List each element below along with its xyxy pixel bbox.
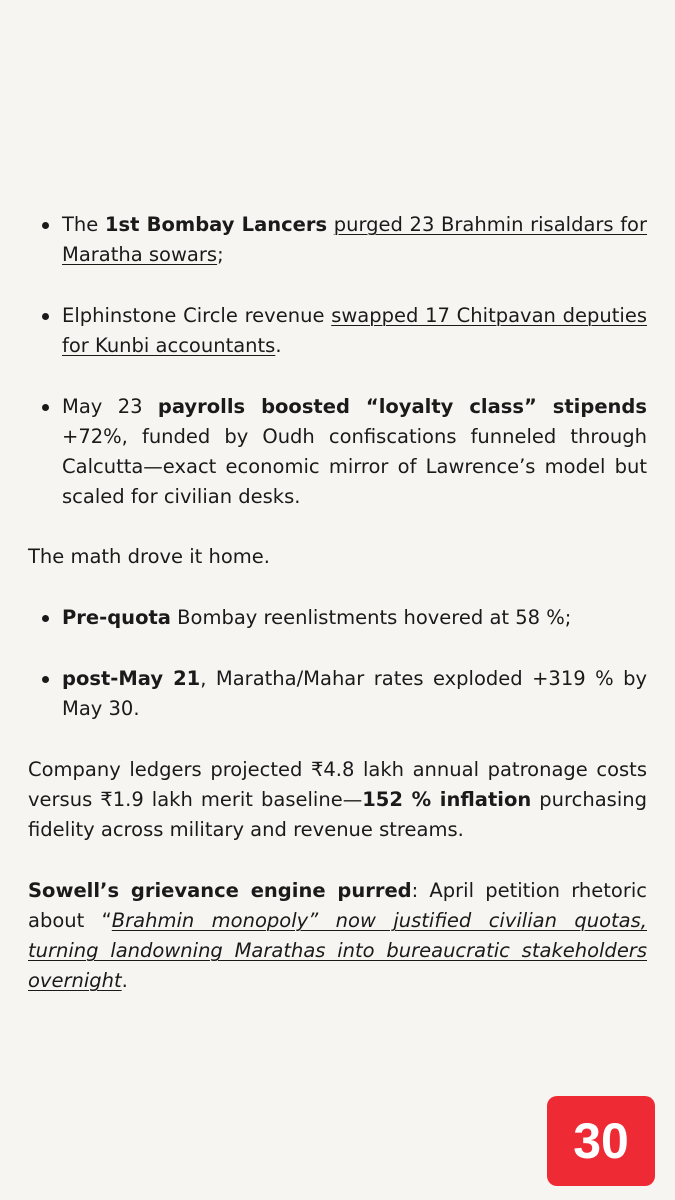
bullet-text: +72%, funded by Oudh confiscations funneled through Calcutta—exact economic mirror of Lawrence’s model but scaled for civilian desks. bbox=[62, 425, 647, 508]
bullet-text: May 23 bbox=[62, 395, 158, 418]
paragraph-text: . bbox=[121, 969, 128, 992]
paragraph-text: : April petition rhetoric about “ bbox=[28, 879, 647, 932]
paragraph-ledger bbox=[28, 755, 647, 845]
list-item bbox=[62, 603, 647, 633]
paragraph-math: The math drove it home. bbox=[28, 545, 270, 568]
bullet-underlined-text: purged 23 Brahmin risaldars for Maratha sowars bbox=[62, 213, 648, 266]
list-item bbox=[62, 392, 647, 512]
bullet-text: The bbox=[62, 213, 105, 236]
bullet-text bbox=[327, 213, 334, 236]
paragraph-text: purchasing fidelity across military and revenue streams. bbox=[28, 788, 647, 841]
bullet-text: Bombay reenlistments hovered at 58 %; bbox=[170, 606, 572, 629]
paragraph-sowell bbox=[28, 876, 647, 996]
bullet-bold-text: post-May 21 bbox=[62, 667, 201, 690]
list-item bbox=[62, 664, 647, 724]
paragraph-text: Company ledgers projected ₹4.8 lakh annual patronage costs versus ₹1.9 lakh merit baseline— bbox=[28, 758, 647, 811]
bullet-list-rates bbox=[28, 603, 647, 724]
paragraph-bold-text: Sowell’s grievance engine purred bbox=[28, 879, 412, 902]
page-number-badge: 30 bbox=[547, 1096, 655, 1186]
bullet-text: . bbox=[275, 334, 282, 357]
bullet-bold-text: 1st Bombay Lancers bbox=[104, 213, 328, 236]
bullet-list-reforms bbox=[28, 210, 647, 512]
paragraph-italic-underlined-text: Brahmin monopoly” now justified civilian quotas, turning landowning Marathas into bureaucratic stakeholders overnight bbox=[28, 909, 647, 992]
bullet-underlined-text: swapped 17 Chitpavan deputies for Kunbi accountants bbox=[62, 304, 647, 357]
bullet-text: ; bbox=[217, 243, 224, 266]
list-item bbox=[62, 210, 647, 270]
document-body bbox=[28, 210, 647, 1027]
list-item bbox=[62, 301, 647, 361]
bullet-text: , Maratha/Mahar rates exploded +319 % by May 30. bbox=[62, 667, 648, 720]
bullet-bold-text: payrolls boosted “loyalty class” stipends bbox=[157, 395, 647, 418]
bullet-bold-text: Pre-quota bbox=[62, 606, 171, 629]
paragraph-bold-text: 152 % inflation bbox=[362, 788, 532, 811]
bullet-text: Elphinstone Circle revenue bbox=[62, 304, 332, 327]
